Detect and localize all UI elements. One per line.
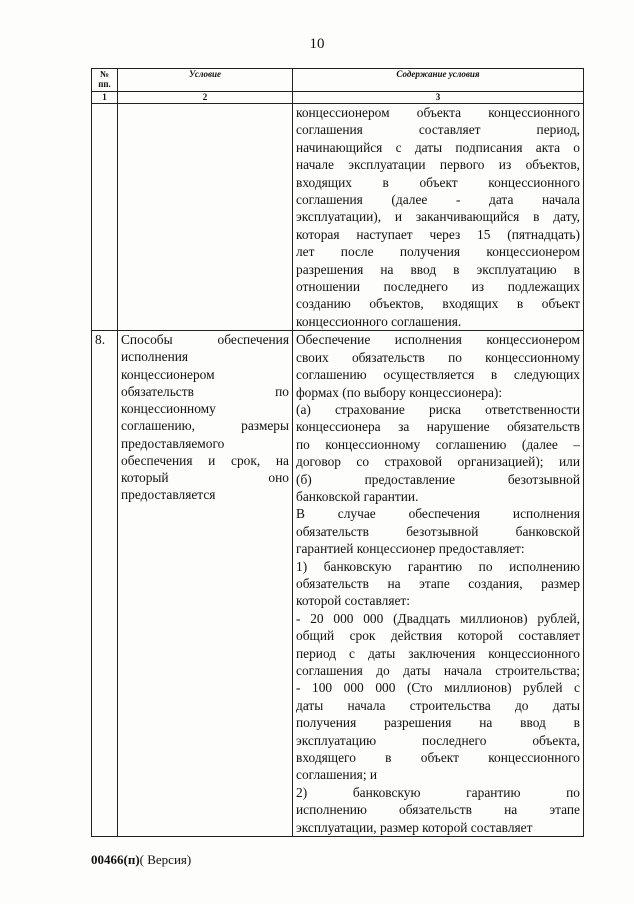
content-line: начинающийся с даты подписания акта о [296,139,580,155]
index-cell-3: 3 [293,92,584,104]
header-content: Содержание условия [293,69,584,92]
content-line: 1) банковскую гарантию по исполнению [296,558,580,574]
condition-line: обеспечения и срок, на [121,452,289,468]
content-line: концессионером объекта концессионного [296,105,580,120]
doc-code: 00466(п) [91,852,140,867]
content-line: эксплуатации), и заканчивающийся в дату, [296,209,580,225]
content-line: своих обязательств по концессионному [296,349,580,365]
content-line: получения разрешения на ввод в [296,715,580,731]
content-line: банковской гарантии. [296,488,419,504]
condition-line: концессионером [121,366,215,382]
content-line: отношении последнего из подлежащих [296,279,580,295]
content-line: концессионного соглашения. [296,313,462,329]
conditions-table [91,68,584,837]
content-line: (а) страхование риска ответственности [296,401,580,417]
content-line: В случае обеспечения исполнения [296,506,580,522]
content-line: - 100 000 000 (Сто миллионов) рублей с [296,680,580,696]
num-cell-empty [92,104,118,331]
content-line: (б) предоставление безотзывной [296,471,580,487]
table-row-continued [92,104,584,331]
condition-line: концессионному [121,401,216,417]
condition-line: исполнения [121,349,189,365]
content-line: лет после получения концессионером [296,244,580,260]
content-line: соглашения составляет период, [296,122,580,138]
index-cell-2: 2 [118,92,293,104]
content-line: формах (по выбору концессионера): [296,384,503,400]
content-line: которой составляет: [296,593,410,609]
content-line: общий срок действия которой составляет [296,628,580,644]
content-line: обязательств на этапе создания, размер [296,575,580,591]
page-number: 10 [309,36,325,52]
condition-line: предоставляемого [121,435,225,451]
header-condition: Условие [118,69,293,92]
content-line: входящих в объект концессионного [296,174,580,190]
condition-line: соглашению, размеры [121,418,289,434]
content-line: гарантией концессионер предоставляет: [296,541,525,557]
header-num: № пп. [92,69,118,92]
content-line: соглашения до даты начала строительства; [296,663,580,678]
condition-line: предоставляется [121,487,216,503]
condition-line: Способы обеспечения [121,332,289,348]
content-line: созданию объектов, входящих в объект [296,296,580,312]
content-line: входящего в объект концессионного [296,750,580,766]
content-line: период с даты заключения концессионного [296,645,580,661]
content-line: соглашения; и [296,767,378,783]
content-line: концессионера за нарушение обязательств [296,419,580,435]
table-row-8 [92,331,584,837]
row-number: 8. [92,331,118,837]
content-line: Обеспечение исполнения концессионером [296,332,580,348]
content-cell-continued [293,104,584,331]
header-row [92,69,584,92]
content-line: разрешения на ввод в эксплуатацию в [296,261,580,277]
condition-line: обязательств по [121,383,289,399]
content-line: соглашения (далее - дата начала [296,192,580,208]
content-line: эксплуатацию последнего объекта, [296,732,580,748]
content-line: обязательств безотзывной банковской [296,523,580,539]
index-row [92,92,584,104]
content-line: соглашению осуществляется в следующих [296,367,580,383]
index-cell-1: 1 [92,92,118,104]
condition-cell [118,331,293,837]
content-line: даты начала строительства до даты [296,697,580,713]
content-line: эксплуатации, размер которой составляет [296,819,533,835]
version-label: ( Версия) [139,852,192,867]
content-line: - 20 000 000 (Двадцать миллионов) рублей, [296,610,580,626]
content-line: договор со страховой организацией); или [296,454,580,470]
content-cell [293,331,584,837]
content-line: которая наступает через 15 (пятнадцать) [296,226,580,242]
content-line: исполнению обязательств на этапе [296,802,580,818]
content-line: по концессионному соглашению (далее – [296,436,580,452]
footer [91,852,191,868]
condition-line: который оно [121,469,289,485]
content-line: начале эксплуатации первого из объектов, [296,157,580,173]
content-line: 2) банковскую гарантию по [296,784,580,800]
condition-cell-empty [118,104,293,331]
